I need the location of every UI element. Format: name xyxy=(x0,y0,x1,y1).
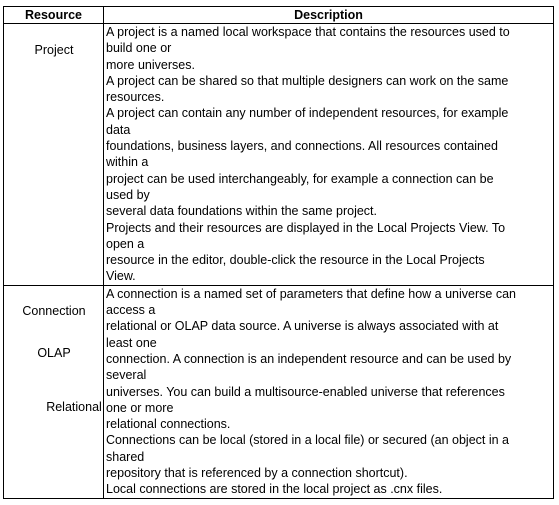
description-line: resources. xyxy=(106,90,165,105)
description-line: more universes. xyxy=(106,57,195,72)
table-header-row xyxy=(4,7,554,24)
resource-label-relational: Relational xyxy=(46,399,102,414)
table-row-connection xyxy=(4,285,554,498)
resource-label-connection: Connection xyxy=(22,303,86,318)
description-line: used by xyxy=(106,187,150,202)
resource-cell-connection xyxy=(4,285,104,498)
description-line: A project can contain any number of independent resources, for example xyxy=(106,106,509,121)
description-line: relational or OLAP data source. A universe is always associated with at xyxy=(106,319,499,334)
description-line: Local connections are stored in the local project as .cnx files. xyxy=(106,482,443,497)
description-line: within a xyxy=(106,155,149,170)
resource-description-table xyxy=(3,6,554,499)
resource-cell-project xyxy=(4,24,104,286)
description-line: build one or xyxy=(106,41,172,56)
description-line: connection. A connection is an independent resource and can be used by xyxy=(106,351,512,366)
description-line: several xyxy=(106,368,147,383)
description-line: universes. You can build a multisource-enabled universe that references xyxy=(106,384,505,399)
description-line: several data foundations within the same project. xyxy=(106,204,377,219)
description-line: A connection is a named set of parameters that define how a universe can xyxy=(106,286,516,301)
description-line: Projects and their resources are displayed in the Local Projects View. To xyxy=(106,220,506,235)
description-line: least one xyxy=(106,335,157,350)
header-resource: Resource xyxy=(4,7,104,24)
header-description: Description xyxy=(104,7,554,24)
description-line: shared xyxy=(106,449,145,464)
description-line: relational connections. xyxy=(106,417,231,432)
description-line: project can be used interchangeably, for example a connection can be xyxy=(106,171,494,186)
description-cell-project xyxy=(104,24,554,286)
description-line: one or more xyxy=(106,400,174,415)
description-line: open a xyxy=(106,236,145,251)
description-line: View. xyxy=(106,269,136,284)
description-line: foundations, business layers, and connections. All resources contained xyxy=(106,139,498,154)
description-line: repository that is referenced by a connection shortcut). xyxy=(106,466,408,481)
description-line: A project is a named local workspace that contains the resources used to xyxy=(106,25,510,39)
description-line: data xyxy=(106,122,131,137)
description-line: Connections can be local (stored in a local file) or secured (an object in a xyxy=(106,433,509,448)
table-row-project xyxy=(4,24,554,286)
description-line: A project can be shared so that multiple designers can work on the same xyxy=(106,73,509,88)
resource-label-olap: OLAP xyxy=(37,345,71,360)
description-line: access a xyxy=(106,303,156,318)
description-cell-connection xyxy=(104,285,554,498)
description-line: resource in the editor, double-click the resource in the Local Projects xyxy=(106,253,485,268)
resource-label-project: Project xyxy=(34,43,74,57)
